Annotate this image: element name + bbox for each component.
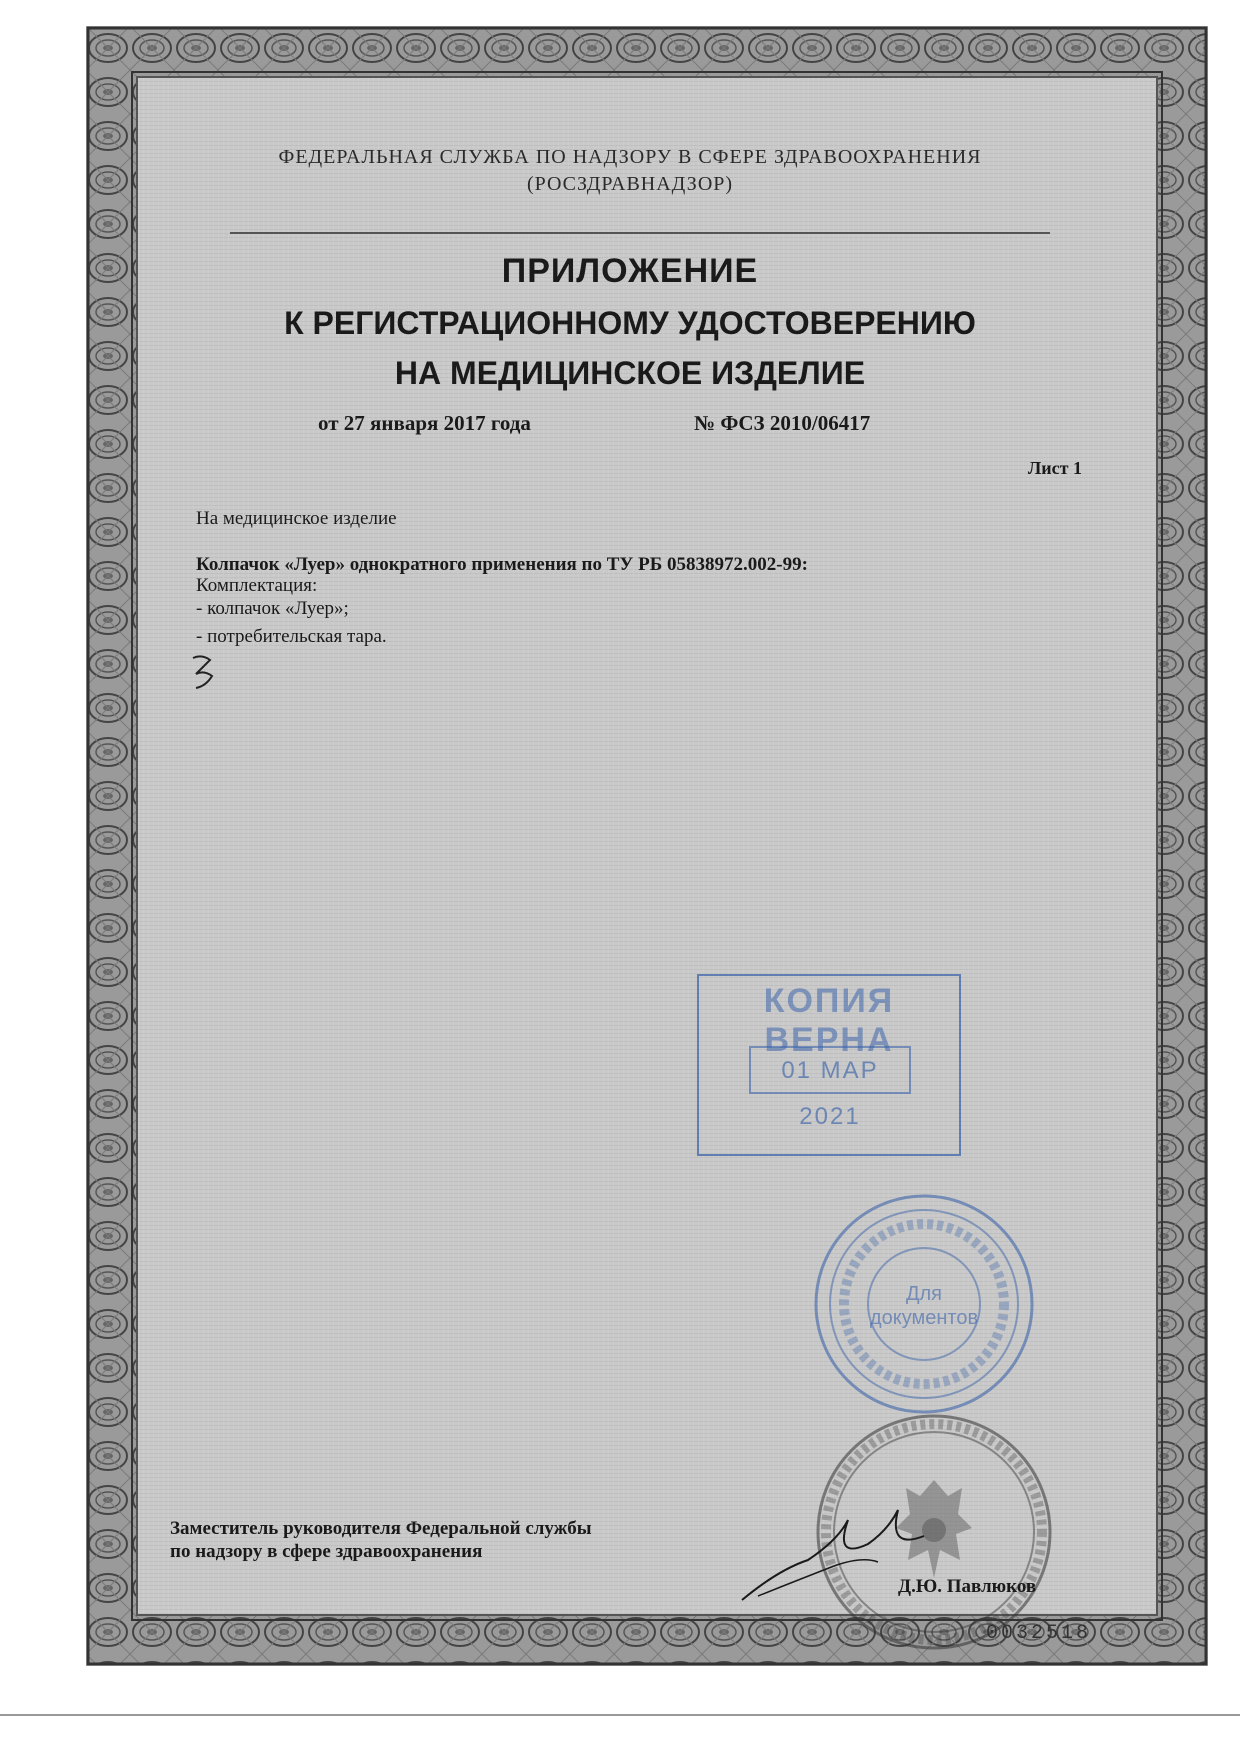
svg-text:Для: Для [905,1283,943,1305]
copy-stamp-title: КОПИЯ ВЕРНА [763,982,895,1059]
registration-number: № ФСЗ 2010/06417 [694,411,871,435]
kit-heading: Комплектация: [196,575,318,596]
signatory-title [170,1517,592,1563]
copy-stamp-date: 01 МАР 2021 [749,1046,911,1094]
scan-edge-line [0,1714,1240,1716]
blue-round-seal-icon [808,1188,1040,1420]
signer-name: Д.Ю. Павлюков [898,1576,1037,1597]
signatory-line: Заместитель руководителя Федеральной службы [170,1518,592,1539]
registration-date: от 27 января 2017 года [318,411,531,435]
kit-item: - потребительская тара. [196,626,387,647]
product-name: Колпачок «Луер» однократного применения по ТУ РБ 05838972.002-99: [196,554,808,575]
agency-abbreviation: (РОСЗДРАВНАДЗОР) [526,173,734,195]
svg-text:документов: документов [869,1307,979,1329]
agency-name: ФЕДЕРАЛЬНАЯ СЛУЖБА ПО НАДЗОРУ В СФЕРЕ ЗДРАВООХРАНЕНИЯ [278,146,982,168]
handwritten-mark-icon [190,652,218,692]
document-title-line2: К РЕГИСТРАЦИОННОМУ УДОСТОВЕРЕНИЮ [284,305,976,341]
signatory-line: по надзору в сфере здравоохранения [170,1541,483,1562]
product-intro: На медицинское изделие [196,508,397,529]
kit-item: - колпачок «Луер»; [196,598,349,619]
document-title-line1: ПРИЛОЖЕНИЕ [501,252,759,290]
document-title-line3: НА МЕДИЦИНСКОЕ ИЗДЕЛИЕ [394,355,866,391]
header-divider [230,232,1050,234]
sheet-number: Лист 1 [1027,458,1082,478]
serial-number: 0032518 [986,1622,1092,1645]
copy-certified-stamp [697,974,961,1156]
